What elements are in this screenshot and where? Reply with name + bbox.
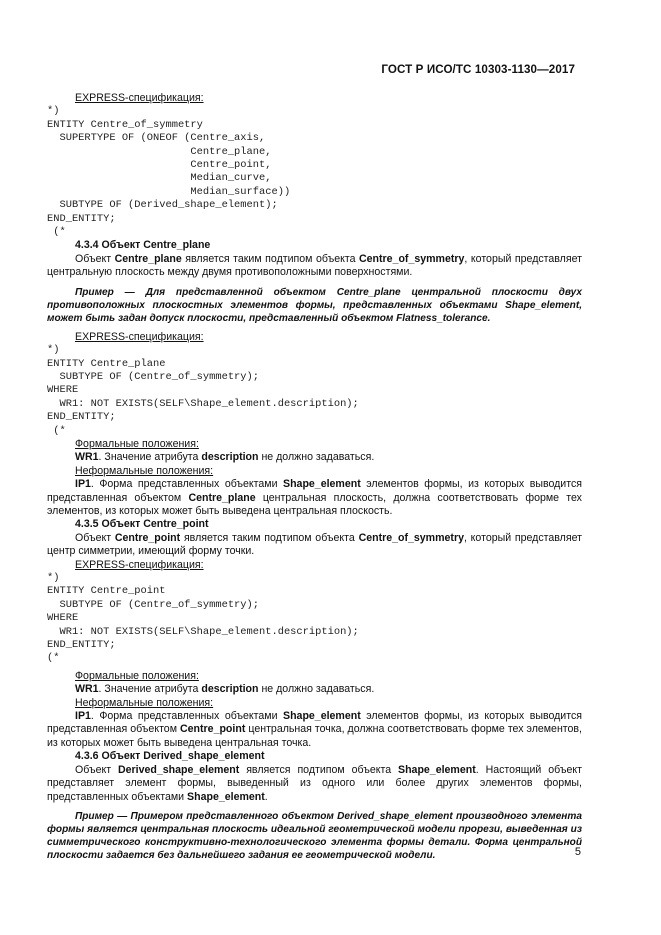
rule-ip1-plane: IP1. Форма представленных объектами Shape_element элементов формы, из которых выводится представленная объектом Centre_plane центральная плоскость, должна соответствовать форме тех элементов, из которых может быть выведена центральная плоскость. bbox=[47, 478, 582, 517]
example-centre-plane: Пример — Для представленной объектом Centre_plane центральной плоскости двух противоположных плоскостных элементов формы, представленных объектами Shape_element, может быть задан допуск плоскости, представленный объектом Flatness_tolerance. bbox=[47, 286, 582, 324]
rule-wr1-plane: WR1. Значение атрибута description не должно задаваться. bbox=[75, 451, 375, 464]
rule-ip1-point: IP1. Форма представленных объектами Shape_element элементов формы, из которых выводится представленная объектом Centre_point центральная точка, должна соответствовать форме тех элементов, из которых может быть выведена центральная точка. bbox=[47, 710, 582, 749]
code-centre-point: *) ENTITY Centre_point SUBTYPE OF (Centre_of_symmetry); WHERE WR1: NOT EXISTS(SELF\Shape_element.description); END_ENTITY; (* bbox=[47, 572, 359, 665]
section-heading-4-3-4: 4.3.4 Объект Centre_plane bbox=[75, 239, 211, 252]
paragraph-centre-plane: Объект Centre_plane является таким подтипом объекта Centre_of_symmetry, который представляет центральную плоскость между двумя противоположными поверхностями. bbox=[47, 252, 582, 279]
document-header: ГОСТ Р ИСО/ТС 10303-1130—2017 bbox=[381, 63, 575, 76]
express-spec-label: EXPRESS-спецификация: bbox=[75, 558, 204, 571]
rule-wr1-point: WR1. Значение атрибута description не должно задаваться. bbox=[75, 683, 375, 696]
page-number: 5 bbox=[574, 846, 581, 858]
section-heading-4-3-5: 4.3.5 Объект Centre_point bbox=[75, 518, 209, 531]
section-heading-4-3-6: 4.3.6 Объект Derived_shape_element bbox=[75, 750, 265, 763]
express-spec-label: EXPRESS-спецификация: bbox=[75, 92, 204, 104]
paragraph-derived-shape-element: Объект Derived_shape_element является подтипом объекта Shape_element. Настоящий объект представляет элемент формы, выведенный из одного или более других элементов формы, представленных объектами Shape_element. bbox=[47, 763, 582, 803]
example-derived-shape-element: Пример — Примером представленного объектом Derived_shape_element производного элемента формы является центральная плоскость идеальной геометрической модели прорези, выведенная из симметрического конструктивно-технологического элемента формы детали. Форма центральной плоскости задается без дальнейшего задания ее геометрической модели. bbox=[47, 810, 582, 861]
informal-rules-label: Неформальные положения: bbox=[75, 464, 214, 477]
formal-rules-label: Формальные положения: bbox=[75, 669, 199, 682]
code-centre-plane: *) ENTITY Centre_plane SUBTYPE OF (Centre_of_symmetry); WHERE WR1: NOT EXISTS(SELF\Shape_element.description); END_ENTITY; (* bbox=[47, 344, 359, 437]
informal-rules-label: Неформальные положения: bbox=[75, 696, 214, 709]
formal-rules-label: Формальные положения: bbox=[75, 437, 199, 450]
code-centre-of-symmetry: *) ENTITY Centre_of_symmetry SUPERTYPE OF (ONEOF (Centre_axis, Centre_plane, Centre_point, Median_curve, Median_surface)) SUBTYPE OF (Derived_shape_element); END_ENTITY; (* bbox=[47, 105, 291, 239]
express-spec-label: EXPRESS-спецификация: bbox=[75, 330, 204, 343]
document-body bbox=[47, 92, 582, 868]
paragraph-centre-point: Объект Centre_point является таким подтипом объекта Centre_of_symmetry, который представляет центр симметрии, имеющий форму точки. bbox=[47, 531, 582, 558]
